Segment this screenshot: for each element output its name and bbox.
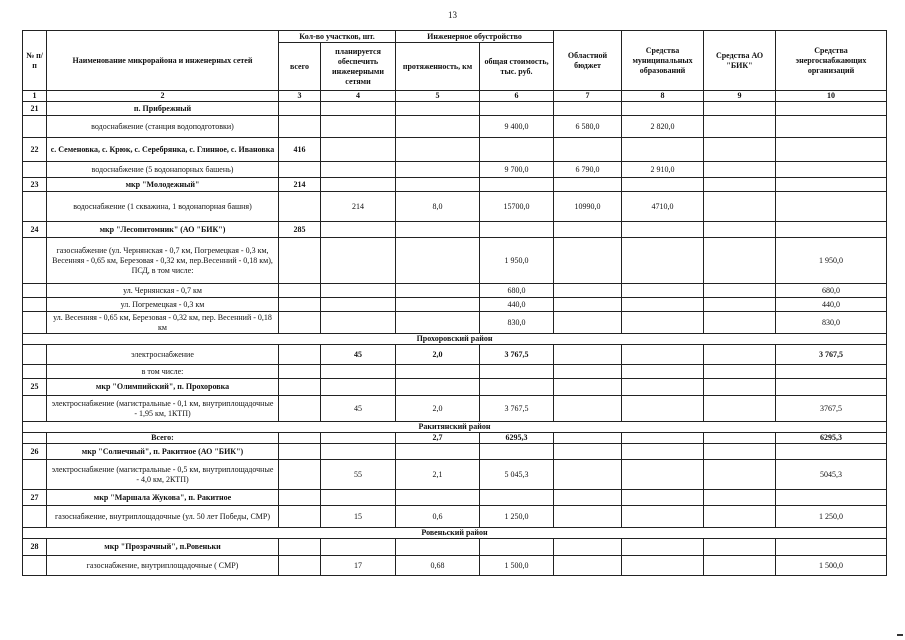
- section-title: Прохоровский район: [23, 334, 887, 345]
- cell-regional: [554, 396, 622, 422]
- cell-length: [396, 162, 480, 178]
- group-row: [23, 222, 887, 238]
- cell-municipal: [622, 345, 704, 365]
- cell-planned: [321, 116, 396, 138]
- header-num: № п/п: [23, 31, 47, 91]
- group-name: с. Семеновка, с. Крюк, с. Серебрянка, с. Глинное, с. Ивановка: [47, 138, 279, 162]
- empty-cell: [776, 178, 887, 192]
- cell-cost: 1 950,0: [480, 238, 554, 284]
- cell-cost: 830,0: [480, 312, 554, 334]
- cell-energy: [776, 192, 887, 222]
- row-number: [23, 396, 47, 422]
- empty-cell: [321, 102, 396, 116]
- plots-total: [279, 490, 321, 506]
- row-number: [23, 192, 47, 222]
- empty-cell: [321, 222, 396, 238]
- item-row: [23, 556, 887, 576]
- cell-energy: 6295,3: [776, 433, 887, 444]
- plots-total: [279, 460, 321, 490]
- item-name: электроснабжение (магистральные - 0,5 км, внутриплощадочные - 4,0 км, 2КТП): [47, 460, 279, 490]
- cell-cost: 9 700,0: [480, 162, 554, 178]
- item-name: электроснабжение: [47, 345, 279, 365]
- group-row: [23, 490, 887, 506]
- item-name: электроснабжение (магистральные - 0,1 км, внутриплощадочные - 1,95 км, 1КТП): [47, 396, 279, 422]
- group-name: мкр "Олимпийский", п. Прохоровка: [47, 379, 279, 396]
- item-name: в том числе:: [47, 365, 279, 379]
- cell-planned: [321, 298, 396, 312]
- plots-total: [279, 556, 321, 576]
- empty-cell: [622, 444, 704, 460]
- row-number: 28: [23, 539, 47, 556]
- cell-planned: 214: [321, 192, 396, 222]
- empty-cell: [480, 490, 554, 506]
- item-row: [23, 192, 887, 222]
- cell-length: 8,0: [396, 192, 480, 222]
- cell-municipal: [622, 556, 704, 576]
- cell-cost: 1 250,0: [480, 506, 554, 528]
- header-length: протяженность, км: [396, 43, 480, 91]
- plots-total: 285: [279, 222, 321, 238]
- group-name: мкр "Маршала Жукова", п. Ракитное: [47, 490, 279, 506]
- cell-bik: [704, 298, 776, 312]
- empty-cell: [704, 444, 776, 460]
- empty-cell: [776, 138, 887, 162]
- cell-length: 0,6: [396, 506, 480, 528]
- cell-bik: [704, 460, 776, 490]
- cell-planned: 15: [321, 506, 396, 528]
- empty-cell: [480, 102, 554, 116]
- plots-total: [279, 444, 321, 460]
- infrastructure-table: [22, 30, 887, 576]
- cell-cost: 5 045,3: [480, 460, 554, 490]
- item-name: газоснабжение (ул. Чернянская - 0,7 км, Погремецкая - 0,3 км, Весенняя - 0,65 км, Березовая - 0,32 км, пер.Весенний - 0,18 км), ПСД, в том числе:: [47, 238, 279, 284]
- plots-total: [279, 192, 321, 222]
- cell-regional: 6 790,0: [554, 162, 622, 178]
- item-row: [23, 162, 887, 178]
- item-name: ул. Чернянская - 0,7 км: [47, 284, 279, 298]
- cell-energy: 3 767,5: [776, 345, 887, 365]
- empty-cell: [622, 222, 704, 238]
- item-row: [23, 460, 887, 490]
- empty-cell: [396, 490, 480, 506]
- cell-length: [396, 312, 480, 334]
- table-body: [23, 102, 887, 576]
- cell-energy: 1 250,0: [776, 506, 887, 528]
- group-row: [23, 539, 887, 556]
- column-number: 8: [622, 91, 704, 102]
- row-number: 27: [23, 490, 47, 506]
- section-row: [23, 528, 887, 539]
- header-infra-group: Инженерное обустройство: [396, 31, 554, 43]
- plots-total: 416: [279, 138, 321, 162]
- cell-energy: [776, 116, 887, 138]
- cell-energy: 440,0: [776, 298, 887, 312]
- row-number: 25: [23, 379, 47, 396]
- cell-energy: 1 950,0: [776, 238, 887, 284]
- cell-municipal: [622, 298, 704, 312]
- header-municipal: Средства муниципальных образований: [622, 31, 704, 91]
- row-number: [23, 298, 47, 312]
- column-number: 9: [704, 91, 776, 102]
- empty-cell: [480, 138, 554, 162]
- cell-planned: [321, 284, 396, 298]
- empty-cell: [554, 178, 622, 192]
- cell-municipal: [622, 238, 704, 284]
- empty-cell: [776, 490, 887, 506]
- total-row: [23, 433, 887, 444]
- empty-cell: [776, 102, 887, 116]
- empty-cell: [554, 444, 622, 460]
- empty-cell: [776, 444, 887, 460]
- cell-bik: [704, 284, 776, 298]
- empty-cell: [776, 539, 887, 556]
- cell-planned: [321, 365, 396, 379]
- item-name: газоснабжение, внутриплощадочные ( СМР): [47, 556, 279, 576]
- header-regional: Областной бюджет: [554, 31, 622, 91]
- plots-total: [279, 238, 321, 284]
- item-row: [23, 312, 887, 334]
- cell-cost: 3 767,5: [480, 345, 554, 365]
- column-number: 5: [396, 91, 480, 102]
- plots-total: [279, 312, 321, 334]
- plots-total: [279, 298, 321, 312]
- item-row: [23, 365, 887, 379]
- cell-regional: [554, 433, 622, 444]
- empty-cell: [704, 178, 776, 192]
- cell-bik: [704, 433, 776, 444]
- plots-total: [279, 396, 321, 422]
- column-number-row: [23, 91, 887, 102]
- cell-bik: [704, 556, 776, 576]
- cell-municipal: [622, 396, 704, 422]
- row-number: [23, 345, 47, 365]
- cell-length: 0,68: [396, 556, 480, 576]
- empty-cell: [480, 539, 554, 556]
- empty-cell: [554, 490, 622, 506]
- cell-length: [396, 298, 480, 312]
- empty-cell: [396, 444, 480, 460]
- cell-bik: [704, 345, 776, 365]
- plots-total: [279, 506, 321, 528]
- cell-bik: [704, 162, 776, 178]
- empty-cell: [554, 222, 622, 238]
- cell-regional: [554, 284, 622, 298]
- cell-length: [396, 116, 480, 138]
- cell-length: 2,0: [396, 345, 480, 365]
- column-number: 4: [321, 91, 396, 102]
- empty-cell: [396, 379, 480, 396]
- cell-length: 2,0: [396, 396, 480, 422]
- column-number: 3: [279, 91, 321, 102]
- empty-cell: [321, 444, 396, 460]
- plots-total: [279, 433, 321, 444]
- cell-cost: [480, 365, 554, 379]
- column-number: 7: [554, 91, 622, 102]
- empty-cell: [704, 222, 776, 238]
- cell-regional: [554, 556, 622, 576]
- empty-cell: [480, 379, 554, 396]
- empty-cell: [622, 539, 704, 556]
- row-number: [23, 284, 47, 298]
- empty-cell: [321, 379, 396, 396]
- group-row: [23, 178, 887, 192]
- empty-cell: [554, 138, 622, 162]
- group-name: мкр "Солнечный", п. Ракитное (АО "БИК"): [47, 444, 279, 460]
- group-row: [23, 379, 887, 396]
- plots-total: 214: [279, 178, 321, 192]
- empty-cell: [622, 102, 704, 116]
- header-plots-total: всего: [279, 43, 321, 91]
- group-name: мкр "Прозрачный", п.Ровеньки: [47, 539, 279, 556]
- header-cost: общая стоимость, тыс. руб.: [480, 43, 554, 91]
- column-number: 2: [47, 91, 279, 102]
- cell-bik: [704, 365, 776, 379]
- section-row: [23, 334, 887, 345]
- item-row: [23, 298, 887, 312]
- cell-energy: 680,0: [776, 284, 887, 298]
- cell-length: 2,1: [396, 460, 480, 490]
- group-name: мкр "Молодежный": [47, 178, 279, 192]
- plots-total: [279, 365, 321, 379]
- empty-cell: [554, 379, 622, 396]
- cell-cost: 15700,0: [480, 192, 554, 222]
- cell-bik: [704, 396, 776, 422]
- item-name: водоснабжение (станция водоподготовки): [47, 116, 279, 138]
- cell-cost: 1 500,0: [480, 556, 554, 576]
- item-name: ул. Погремецкая - 0,3 км: [47, 298, 279, 312]
- cell-cost: 680,0: [480, 284, 554, 298]
- empty-cell: [704, 379, 776, 396]
- empty-cell: [776, 379, 887, 396]
- empty-cell: [480, 222, 554, 238]
- header-bik: Средства АО "БИК": [704, 31, 776, 91]
- cell-planned: [321, 162, 396, 178]
- empty-cell: [554, 102, 622, 116]
- empty-cell: [622, 178, 704, 192]
- cell-cost: 3 767,5: [480, 396, 554, 422]
- item-name: водоснабжение (1 скважина, 1 водонапорная башня): [47, 192, 279, 222]
- header-plots-planned: планируется обеспечить инженерными сетями: [321, 43, 396, 91]
- cell-planned: [321, 433, 396, 444]
- cell-length: [396, 365, 480, 379]
- item-row: [23, 396, 887, 422]
- cell-municipal: 2 910,0: [622, 162, 704, 178]
- total-label: Всего:: [47, 433, 279, 444]
- empty-cell: [622, 138, 704, 162]
- row-number: 24: [23, 222, 47, 238]
- cell-planned: 45: [321, 396, 396, 422]
- item-name: газоснабжение, внутриплощадочные (ул. 50 лет Победы, СМР): [47, 506, 279, 528]
- cell-regional: [554, 365, 622, 379]
- cell-planned: 55: [321, 460, 396, 490]
- empty-cell: [321, 138, 396, 162]
- row-number: [23, 506, 47, 528]
- cell-cost: 9 400,0: [480, 116, 554, 138]
- row-number: [23, 312, 47, 334]
- cell-municipal: [622, 460, 704, 490]
- empty-cell: [704, 490, 776, 506]
- cell-bik: [704, 238, 776, 284]
- plots-total: [279, 539, 321, 556]
- empty-cell: [704, 138, 776, 162]
- empty-cell: [554, 539, 622, 556]
- cell-energy: 3767,5: [776, 396, 887, 422]
- row-number: 21: [23, 102, 47, 116]
- row-number: [23, 433, 47, 444]
- empty-cell: [622, 379, 704, 396]
- cell-municipal: [622, 365, 704, 379]
- cell-municipal: [622, 312, 704, 334]
- section-title: Ровеньский район: [23, 528, 887, 539]
- plots-total: [279, 379, 321, 396]
- group-row: [23, 138, 887, 162]
- group-row: [23, 102, 887, 116]
- cell-regional: [554, 238, 622, 284]
- empty-cell: [776, 222, 887, 238]
- row-number: [23, 238, 47, 284]
- group-name: п. Прибрежный: [47, 102, 279, 116]
- empty-cell: [396, 222, 480, 238]
- plots-total: [279, 102, 321, 116]
- cell-bik: [704, 192, 776, 222]
- item-row: [23, 284, 887, 298]
- cell-regional: 10990,0: [554, 192, 622, 222]
- row-number: [23, 365, 47, 379]
- header-name: Наименование микрорайона и инженерных сетей: [47, 31, 279, 91]
- row-number: [23, 162, 47, 178]
- page-number: 13: [448, 10, 457, 20]
- cell-regional: [554, 506, 622, 528]
- corner-mark: [897, 634, 903, 636]
- empty-cell: [321, 539, 396, 556]
- cell-bik: [704, 312, 776, 334]
- cell-energy: 830,0: [776, 312, 887, 334]
- cell-municipal: 4710,0: [622, 192, 704, 222]
- cell-municipal: [622, 433, 704, 444]
- cell-length: [396, 238, 480, 284]
- cell-planned: [321, 238, 396, 284]
- cell-planned: 45: [321, 345, 396, 365]
- cell-planned: 17: [321, 556, 396, 576]
- cell-planned: [321, 312, 396, 334]
- cell-bik: [704, 116, 776, 138]
- empty-cell: [321, 178, 396, 192]
- row-number: [23, 116, 47, 138]
- cell-bik: [704, 506, 776, 528]
- cell-regional: [554, 460, 622, 490]
- plots-total: [279, 116, 321, 138]
- cell-municipal: 2 820,0: [622, 116, 704, 138]
- cell-regional: [554, 298, 622, 312]
- section-row: [23, 422, 887, 433]
- empty-cell: [396, 102, 480, 116]
- group-name: мкр "Лесопитомник" (АО "БИК"): [47, 222, 279, 238]
- plots-total: [279, 345, 321, 365]
- empty-cell: [622, 490, 704, 506]
- empty-cell: [704, 539, 776, 556]
- group-row: [23, 444, 887, 460]
- item-row: [23, 506, 887, 528]
- empty-cell: [396, 178, 480, 192]
- cell-energy: 1 500,0: [776, 556, 887, 576]
- empty-cell: [321, 490, 396, 506]
- item-row: [23, 238, 887, 284]
- empty-cell: [704, 102, 776, 116]
- cell-energy: 5045,3: [776, 460, 887, 490]
- cell-regional: [554, 312, 622, 334]
- empty-cell: [480, 444, 554, 460]
- cell-cost: 6295,3: [480, 433, 554, 444]
- cell-length: 2,7: [396, 433, 480, 444]
- cell-energy: [776, 162, 887, 178]
- row-number: [23, 460, 47, 490]
- header-plots-group: Кол-во участков, шт.: [279, 31, 396, 43]
- row-number: 22: [23, 138, 47, 162]
- item-row: [23, 345, 887, 365]
- cell-cost: 440,0: [480, 298, 554, 312]
- cell-municipal: [622, 284, 704, 298]
- cell-length: [396, 284, 480, 298]
- column-number: 1: [23, 91, 47, 102]
- row-number: 26: [23, 444, 47, 460]
- empty-cell: [396, 138, 480, 162]
- section-title: Ракитянский район: [23, 422, 887, 433]
- plots-total: [279, 284, 321, 298]
- column-number: 6: [480, 91, 554, 102]
- item-name: ул. Весенняя - 0,65 км, Березовая - 0,32 км, пер. Весенний - 0,18 км: [47, 312, 279, 334]
- empty-cell: [396, 539, 480, 556]
- cell-regional: [554, 345, 622, 365]
- cell-energy: [776, 365, 887, 379]
- empty-cell: [480, 178, 554, 192]
- row-number: 23: [23, 178, 47, 192]
- plots-total: [279, 162, 321, 178]
- cell-municipal: [622, 506, 704, 528]
- header-energy: Средства энергоснабжающих организаций: [776, 31, 887, 91]
- item-name: водоснабжение (5 водонапорных башень): [47, 162, 279, 178]
- row-number: [23, 556, 47, 576]
- column-number: 10: [776, 91, 887, 102]
- item-row: [23, 116, 887, 138]
- cell-regional: 6 580,0: [554, 116, 622, 138]
